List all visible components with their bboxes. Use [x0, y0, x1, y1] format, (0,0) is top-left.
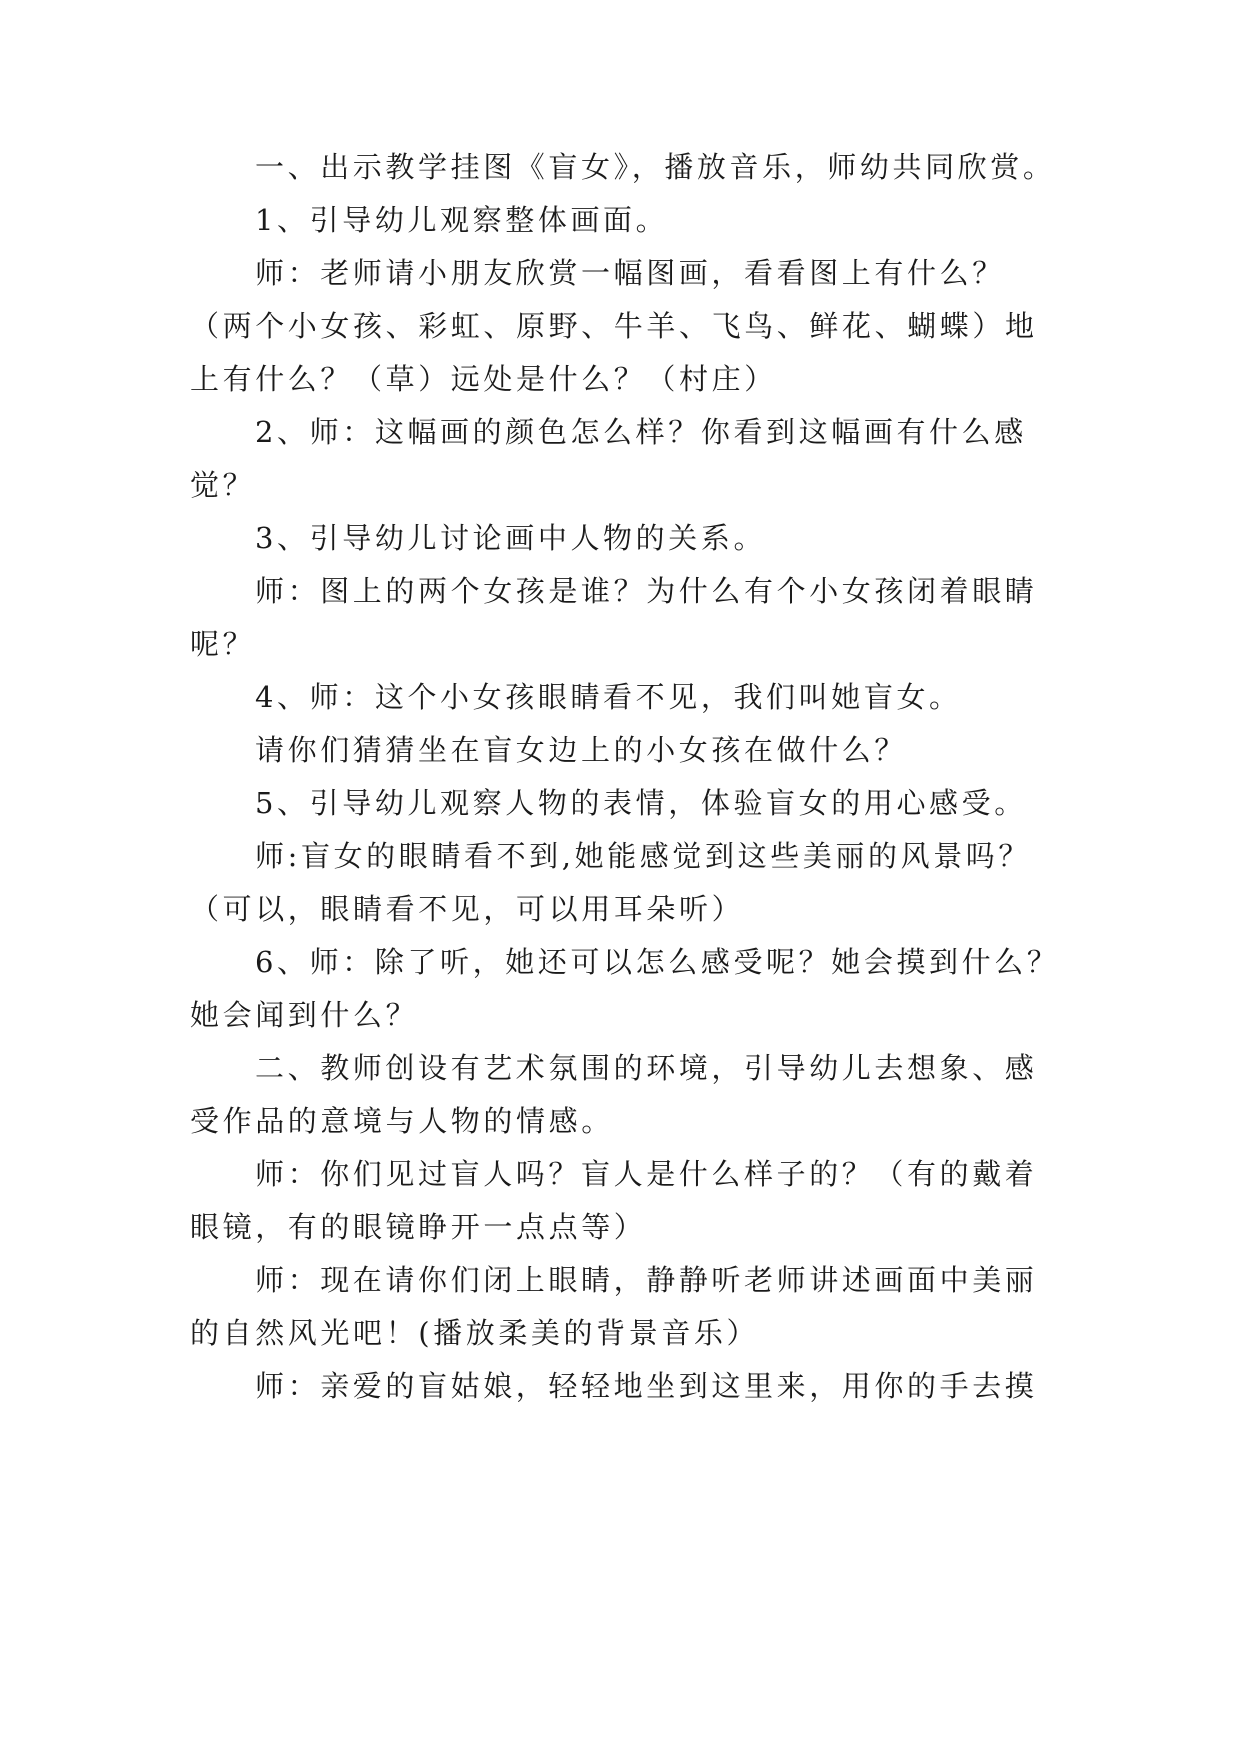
- text-line: 她会闻到什么？: [190, 998, 419, 1032]
- text-line: 6、师：除了听，她还可以怎么感受呢？她会摸到什么？: [255, 945, 1060, 979]
- text-line: 二、教师创设有艺术氛围的环境，引导幼儿去想象、感: [255, 1051, 1038, 1085]
- text-line: 师：你们见过盲人吗？盲人是什么样子的？（有的戴着: [255, 1157, 1038, 1191]
- text-line: 3、引导幼儿讨论画中人物的关系。: [255, 521, 767, 555]
- text-line: （两个小女孩、彩虹、原野、牛羊、飞鸟、鲜花、蝴蝶）地: [190, 309, 1038, 343]
- text-line: 的自然风光吧！(播放柔美的背景音乐）: [190, 1316, 760, 1350]
- text-line: 一、出示教学挂图《盲女》，播放音乐，师幼共同欣赏。: [255, 150, 1056, 184]
- text-line: 师：现在请你们闭上眼睛，静静听老师讲述画面中美丽: [255, 1263, 1038, 1297]
- text-line: 1、引导幼儿观察整体画面。: [255, 203, 669, 237]
- text-line: 师:盲女的眼睛看不到,她能感觉到这些美丽的风景吗？: [255, 839, 1031, 873]
- text-line: 觉？: [190, 468, 256, 502]
- text-line: 师：老师请小朋友欣赏一幅图画，看看图上有什么？: [255, 256, 1005, 290]
- text-line: 5、引导幼儿观察人物的表情，体验盲女的用心感受。: [255, 786, 1027, 820]
- text-line: 请你们猜猜坐在盲女边上的小女孩在做什么？: [255, 733, 908, 767]
- text-line: 师：图上的两个女孩是谁？为什么有个小女孩闭着眼睛: [255, 574, 1038, 608]
- text-line: 2、师：这幅画的颜色怎么样？你看到这幅画有什么感: [255, 415, 1027, 449]
- text-line: 师：亲爱的盲姑娘，轻轻地坐到这里来，用你的手去摸: [255, 1369, 1038, 1403]
- text-line: 上有什么？（草）远处是什么？（村庄）: [190, 362, 777, 396]
- text-line: 4、师：这个小女孩眼睛看不见，我们叫她盲女。: [255, 680, 962, 714]
- text-line: 呢？: [190, 627, 256, 661]
- text-line: 眼镜，有的眼镜睁开一点点等）: [190, 1210, 647, 1244]
- text-line: 受作品的意境与人物的情感。: [190, 1104, 614, 1138]
- text-line: （可以，眼睛看不见，可以用耳朵听）: [190, 892, 745, 926]
